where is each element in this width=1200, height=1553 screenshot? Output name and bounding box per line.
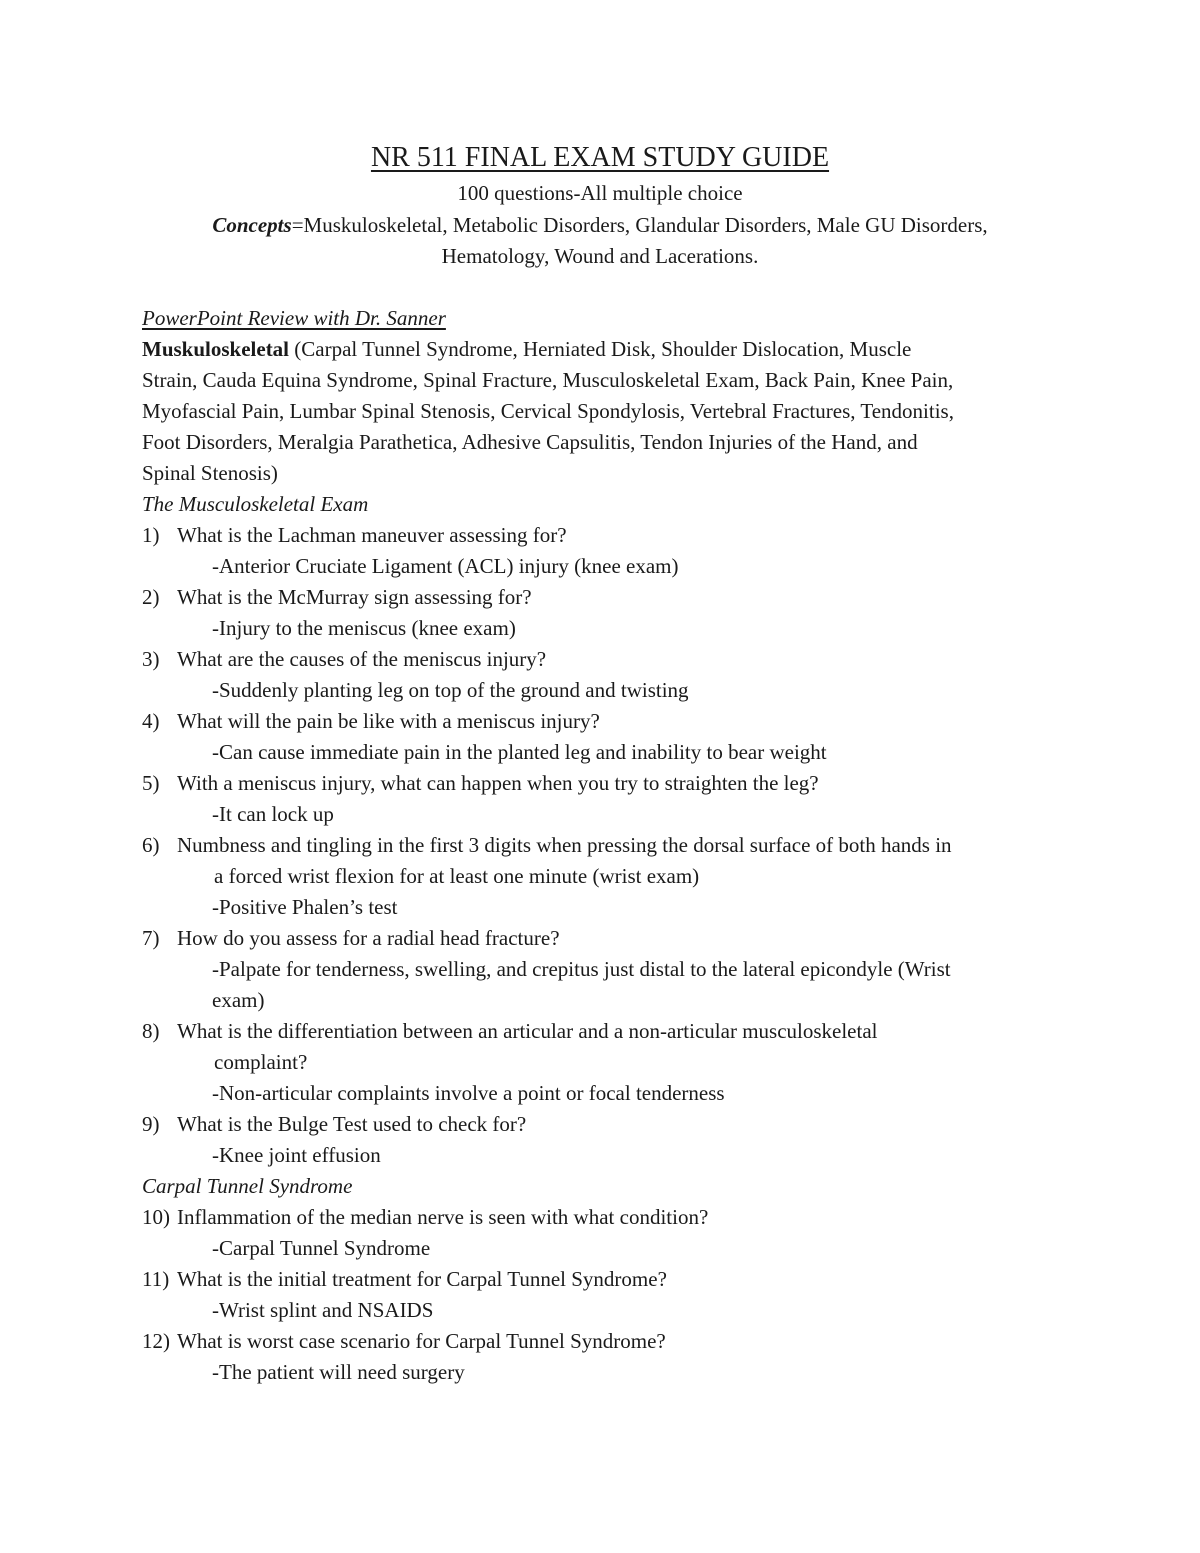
answer-text: -Wrist splint and NSAIDS (212, 1298, 434, 1322)
review-heading: PowerPoint Review with Dr. Sanner (142, 306, 446, 330)
question-item (142, 644, 1062, 675)
question-text (177, 1202, 1062, 1233)
question-line: What is the Lachman maneuver assessing for? (177, 523, 567, 547)
question-text (177, 706, 1062, 737)
question-number: 12) (142, 1329, 170, 1353)
question-text (177, 830, 1062, 892)
question-number: 9) (142, 1112, 160, 1136)
question-text (177, 1016, 1062, 1078)
question-text (177, 923, 1062, 954)
question-line: What is the McMurray sign assessing for? (177, 585, 532, 609)
msk-line: (Carpal Tunnel Syndrome, Herniated Disk, Shoulder Dislocation, Muscle (289, 337, 912, 361)
question-line: complaint? (214, 1050, 308, 1074)
answer-text: -Positive Phalen’s test (212, 895, 398, 919)
answer-text: -Carpal Tunnel Syndrome (212, 1236, 431, 1260)
question-line: What is the initial treatment for Carpal Tunnel Syndrome? (177, 1267, 667, 1291)
answer-text: -Can cause immediate pain in the planted leg and inability to bear weight (212, 740, 827, 764)
answer-text: -Palpate for tenderness, swelling, and crepitus just distal to the lateral epicondyle (Wrist (212, 957, 951, 981)
answer-text: -Suddenly planting leg on top of the ground and twisting (212, 678, 689, 702)
question-number: 6) (142, 833, 160, 857)
question-text (177, 768, 1062, 799)
question-line: With a meniscus injury, what can happen when you try to straighten the leg? (177, 771, 819, 795)
section-heading: Carpal Tunnel Syndrome (142, 1174, 353, 1198)
question-item (142, 1264, 1062, 1295)
msk-line: Spinal Stenosis) (142, 461, 278, 485)
msk-line: Foot Disorders, Meralgia Parathetica, Adhesive Capsulitis, Tendon Injuries of the Hand, and (142, 430, 918, 454)
concepts-line-2: Hematology, Wound and Lacerations. (441, 244, 759, 268)
question-text (177, 582, 1062, 613)
question-number: 10) (142, 1205, 170, 1229)
msk-line: Myofascial Pain, Lumbar Spinal Stenosis, Cervical Spondylosis, Vertebral Fractures, Tendonitis, (142, 399, 954, 423)
study-guide-body (142, 303, 1062, 1388)
question-line: How do you assess for a radial head fracture? (177, 926, 560, 950)
answer-text: exam) (212, 988, 265, 1012)
answer-text: -Anterior Cruciate Ligament (ACL) injury (knee exam) (212, 554, 679, 578)
question-line: a forced wrist flexion for at least one minute (wrist exam) (214, 864, 700, 888)
question-item (142, 582, 1062, 613)
question-text (177, 520, 1062, 551)
question-number: 11) (142, 1267, 170, 1291)
question-line: What are the causes of the meniscus injury? (177, 647, 547, 671)
question-sections (142, 489, 1062, 1388)
question-line: What is the differentiation between an articular and a non-articular musculoskeletal (177, 1019, 878, 1043)
question-text (177, 644, 1062, 675)
question-text (177, 1326, 1062, 1357)
question-item (142, 1326, 1062, 1357)
question-number: 4) (142, 709, 160, 733)
section-heading: The Musculoskeletal Exam (142, 492, 369, 516)
answer-text: -Knee joint effusion (212, 1143, 381, 1167)
question-line: What is the Bulge Test used to check for? (177, 1112, 527, 1136)
question-item (142, 1202, 1062, 1233)
question-item (142, 706, 1062, 737)
question-item (142, 768, 1062, 799)
question-item (142, 923, 1062, 954)
document-subtitle: 100 questions-All multiple choice (457, 181, 743, 205)
question-item (142, 830, 1062, 892)
concepts-line (0, 210, 1200, 241)
question-line: Numbness and tingling in the first 3 digits when pressing the dorsal surface of both hands in (177, 833, 952, 857)
document-title: NR 511 FINAL EXAM STUDY GUIDE (370, 142, 830, 173)
question-number: 3) (142, 647, 160, 671)
question-text (177, 1109, 1062, 1140)
concepts-label: Concepts (212, 213, 292, 237)
question-number: 5) (142, 771, 160, 795)
msk-topics (142, 334, 1062, 365)
question-item (142, 520, 1062, 551)
question-text (177, 1264, 1062, 1295)
msk-line: Strain, Cauda Equina Syndrome, Spinal Fracture, Musculoskeletal Exam, Back Pain, Knee Pain, (142, 368, 954, 392)
question-number: 8) (142, 1019, 160, 1043)
answer-text: -Non-articular complaints involve a point or focal tenderness (212, 1081, 725, 1105)
question-line: What is worst case scenario for Carpal Tunnel Syndrome? (177, 1329, 666, 1353)
question-line: What will the pain be like with a meniscus injury? (177, 709, 600, 733)
question-item (142, 1016, 1062, 1078)
question-number: 1) (142, 523, 160, 547)
question-line: Inflammation of the median nerve is seen with what condition? (177, 1205, 709, 1229)
question-item (142, 1109, 1062, 1140)
question-number: 7) (142, 926, 160, 950)
msk-label: Muskuloskeletal (142, 337, 290, 361)
answer-text: -It can lock up (212, 802, 334, 826)
answer-text: -The patient will need surgery (212, 1360, 465, 1384)
question-number: 2) (142, 585, 160, 609)
concepts-text: =Muskuloskeletal, Metabolic Disorders, Glandular Disorders, Male GU Disorders, (291, 213, 988, 237)
answer-text: -Injury to the meniscus (knee exam) (212, 616, 516, 640)
